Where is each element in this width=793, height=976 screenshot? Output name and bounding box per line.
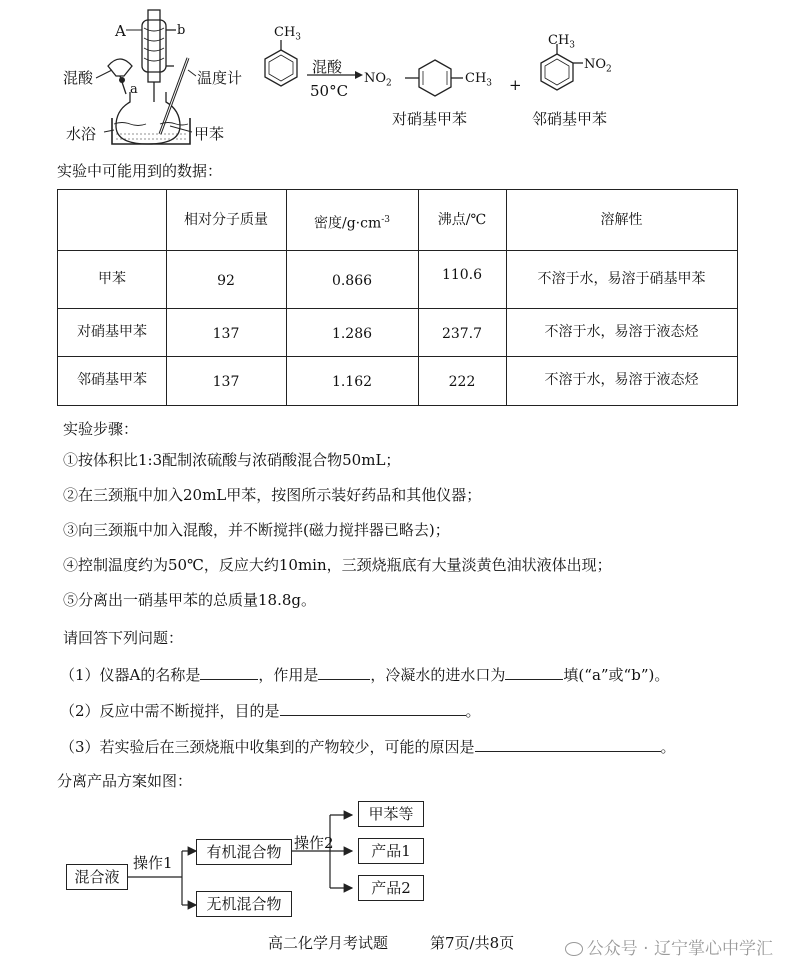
- header-density: 密度$/g\cdot cm^{-3}$: [313, 215, 391, 232]
- flow-box-product2: 产品2: [358, 875, 424, 901]
- answer-blank-1[interactable]: [200, 665, 258, 680]
- table-row-2-mass: 137: [212, 374, 240, 390]
- step-4: ④控制温度约为50℃，反应大约10min，三颈烧瓶底有大量淡黄色油状液体出现；: [63, 556, 612, 574]
- header-solubility: 溶解性: [600, 212, 643, 228]
- step-3: ③向三颈瓶中加入混酸，并不断搅拌(磁力搅拌器已略去)；: [63, 521, 450, 539]
- answer-blank-3[interactable]: [505, 665, 563, 680]
- data-intro: 实验中可能用到的数据：: [57, 162, 223, 180]
- label-b: b: [177, 23, 186, 38]
- table-row-2-name: 邻硝基甲苯: [77, 372, 147, 388]
- product2-name: 邻硝基甲苯: [532, 110, 608, 128]
- flow-box-inorganic: 无机混合物: [196, 891, 292, 917]
- plus-sign: +: [509, 76, 522, 94]
- question-1: （1）仪器A的名称是 ，作用是 ，冷凝水的进水口为 填(“a”或“b”)。: [60, 666, 670, 684]
- flow-title: 分离产品方案如图：: [57, 772, 193, 790]
- table-row-2-bp: 222: [448, 374, 476, 390]
- flow-op2: 操作2: [294, 834, 334, 852]
- answer-blank-4[interactable]: [280, 701, 466, 716]
- question-3: （3）若实验后在三颈烧瓶中收集到的产物较少，可能的原因是 。: [60, 738, 676, 756]
- table-row-2-solubility: 不溶于水，易溶于液态烃: [544, 372, 699, 388]
- label-A: A: [115, 22, 126, 40]
- answer-blank-2[interactable]: [318, 665, 370, 680]
- table-row-1-solubility: 不溶于水，易溶于液态烃: [544, 324, 699, 340]
- header-molar-mass: 相对分子质量: [184, 212, 268, 228]
- header-boiling-point: 沸点/℃: [437, 212, 487, 228]
- table-row-0-name: 甲苯: [98, 271, 126, 287]
- table-row-0-density: 0.866: [331, 273, 373, 289]
- table-row-2-density: 1.162: [331, 374, 373, 390]
- flow-box-mixture: 混合液: [66, 864, 128, 890]
- table-row-0-bp: 110.6: [441, 267, 483, 283]
- table-row-1-mass: 137: [212, 326, 240, 342]
- step-1: ①按体积比1:3配制浓硫酸与浓硝酸混合物50mL；: [63, 451, 401, 469]
- label-a: a: [130, 82, 138, 97]
- flow-box-organic: 有机混合物: [196, 839, 292, 865]
- label-thermometer: 温度计: [197, 69, 243, 87]
- para-ch3: $CH_3$: [465, 71, 493, 89]
- label-mixed-acid: 混酸: [63, 69, 94, 87]
- flow-box-product1: 产品1: [358, 838, 424, 864]
- table-row-0-solubility: 不溶于水，易溶于硝基甲苯: [537, 271, 706, 287]
- step-5: ⑤分离出一硝基甲苯的总质量18.8g。: [63, 591, 317, 609]
- footer-title: 高二化学月考试题: [268, 934, 389, 952]
- label-water-bath: 水浴: [66, 125, 97, 143]
- table-row-1-density: 1.286: [331, 326, 373, 342]
- ortho-ch3: $CH_3$: [548, 33, 576, 51]
- para-no2: $NO_2$: [364, 71, 392, 89]
- ortho-no2: $NO_2$: [584, 57, 612, 75]
- wechat-icon: [565, 942, 583, 956]
- flow-box-toluene: 甲苯等: [358, 801, 424, 827]
- watermark: 公众号 · 辽宁掌心中学汇: [565, 934, 773, 959]
- steps-title: 实验步骤：: [63, 420, 139, 438]
- data-table: [57, 189, 738, 406]
- flow-op1: 操作1: [133, 854, 173, 872]
- table-row-0-mass: 92: [217, 273, 235, 289]
- footer-page: 第7页/共8页: [430, 934, 515, 952]
- question-2: （2）反应中需不断搅拌，目的是 。: [60, 702, 481, 720]
- reagent-label: 混酸: [312, 58, 343, 76]
- answer-blank-5[interactable]: [475, 737, 661, 752]
- toluene-ch3: $CH_3$: [274, 25, 302, 43]
- step-2: ②在三颈瓶中加入20mL甲苯，按图所示装好药品和其他仪器；: [63, 486, 482, 504]
- product1-name: 对硝基甲苯: [392, 110, 468, 128]
- table-row-1-name: 对硝基甲苯: [77, 324, 147, 340]
- label-toluene: 甲苯: [194, 125, 225, 143]
- questions-title: 请回答下列问题：: [63, 629, 184, 647]
- condition-label: 50°C: [310, 82, 349, 100]
- table-row-1-bp: 237.7: [441, 326, 483, 342]
